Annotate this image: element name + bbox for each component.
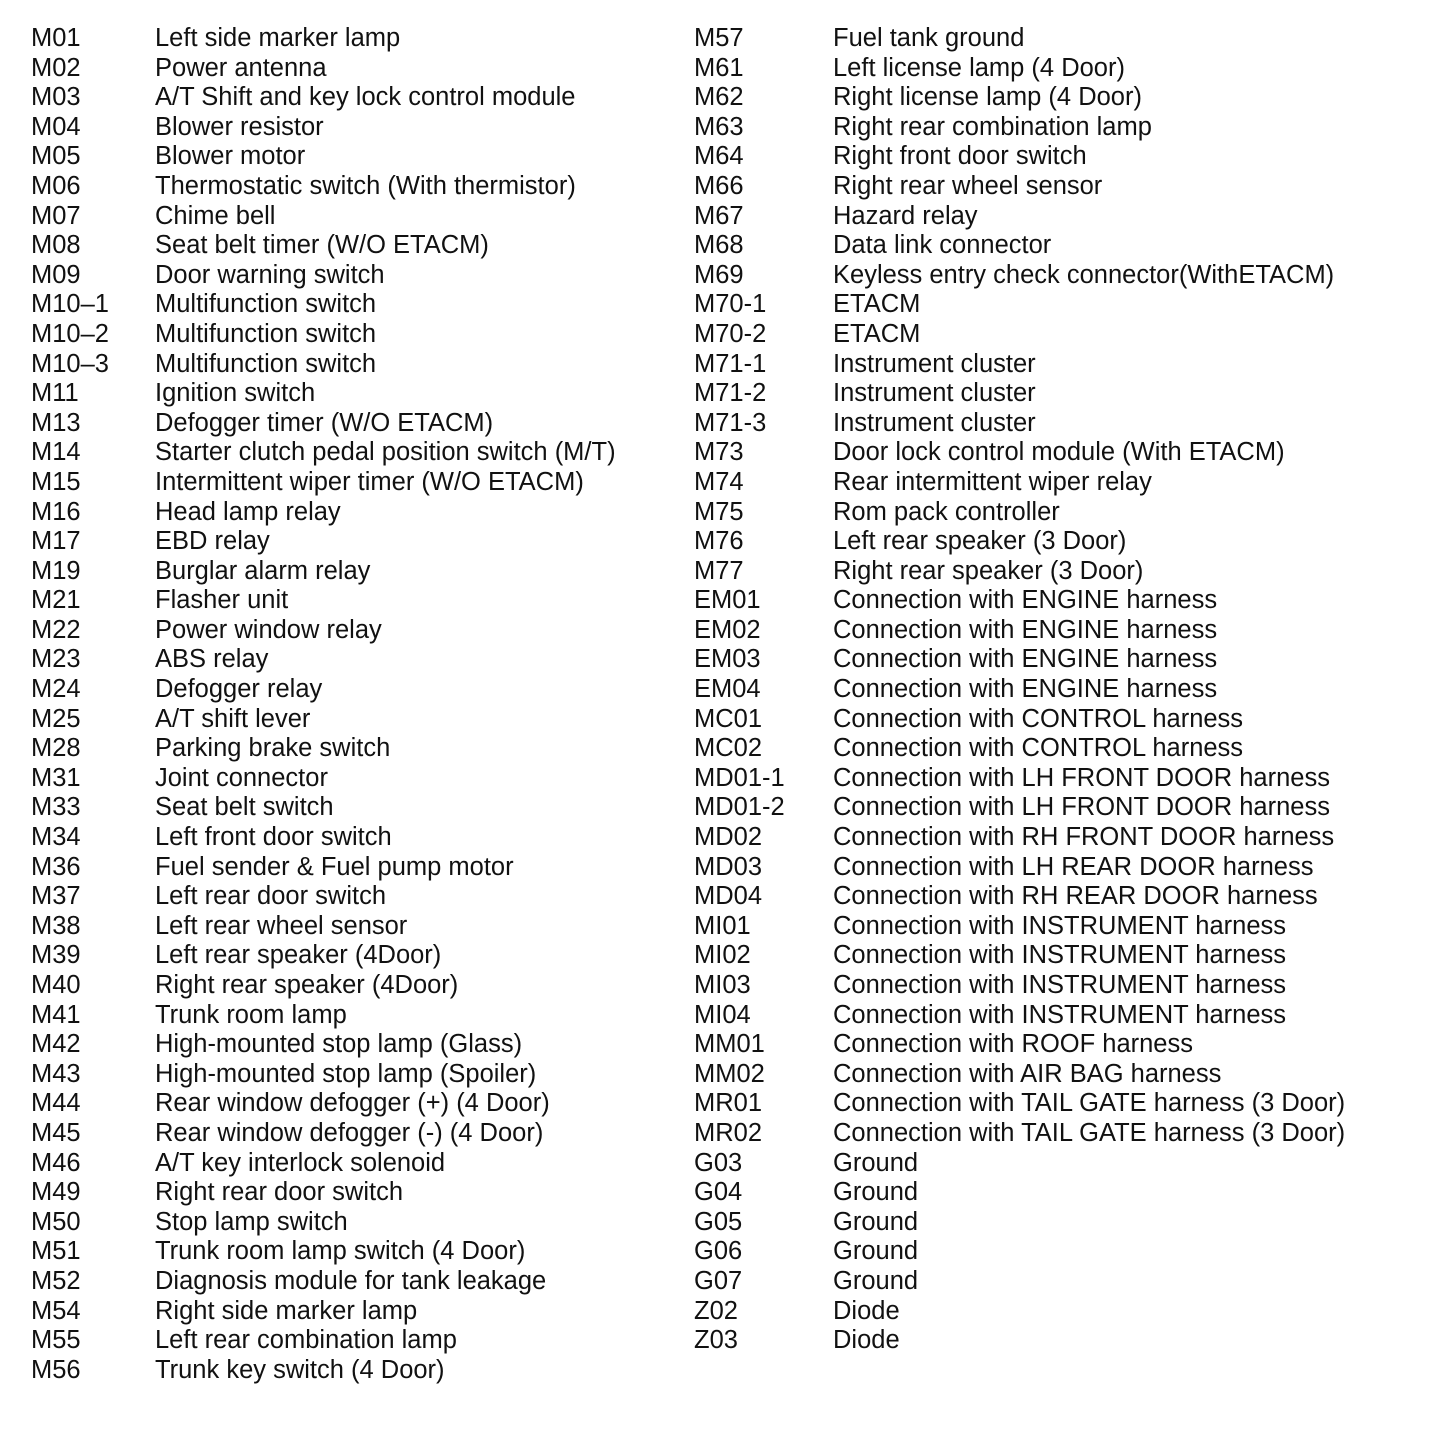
connector-code: G03 bbox=[694, 1148, 743, 1177]
connector-row bbox=[694, 853, 1434, 883]
connector-description: Rom pack controller bbox=[833, 497, 1060, 526]
connector-row bbox=[694, 764, 1434, 794]
connector-row bbox=[31, 912, 681, 942]
connector-description: Trunk key switch (4 Door) bbox=[155, 1355, 445, 1384]
connector-code: G05 bbox=[694, 1207, 743, 1236]
connector-description: Connection with RH REAR DOOR harness bbox=[833, 882, 1318, 911]
connector-row bbox=[694, 231, 1434, 261]
connector-code: M38 bbox=[31, 911, 81, 940]
connector-code: M22 bbox=[31, 615, 81, 644]
connector-description: Connection with ROOF harness bbox=[833, 1030, 1193, 1059]
connector-row bbox=[31, 379, 681, 409]
connector-description: High-mounted stop lamp (Spoiler) bbox=[155, 1059, 537, 1088]
connector-code: M52 bbox=[31, 1266, 81, 1295]
connector-row bbox=[694, 290, 1434, 320]
connector-code: M67 bbox=[694, 201, 744, 230]
connector-description: Diode bbox=[833, 1326, 900, 1355]
connector-row bbox=[694, 1267, 1434, 1297]
connector-code: M14 bbox=[31, 438, 81, 467]
connector-code: M57 bbox=[694, 24, 744, 52]
connector-description: Connection with INSTRUMENT harness bbox=[833, 1000, 1287, 1029]
connector-description: Left license lamp (4 Door) bbox=[833, 53, 1125, 82]
connector-row bbox=[694, 1001, 1434, 1031]
connector-row bbox=[694, 261, 1434, 291]
connector-code: M56 bbox=[31, 1355, 81, 1384]
connector-description: Connection with INSTRUMENT harness bbox=[833, 941, 1287, 970]
connector-code: MC02 bbox=[694, 734, 763, 763]
connector-row bbox=[694, 1149, 1434, 1179]
connector-description: Ground bbox=[833, 1237, 919, 1266]
connector-row bbox=[31, 793, 681, 823]
connector-description: Instrument cluster bbox=[833, 379, 1036, 408]
connector-code: M21 bbox=[31, 586, 81, 615]
connector-code: M62 bbox=[694, 83, 744, 112]
connector-code: M68 bbox=[694, 231, 744, 260]
connector-code: M51 bbox=[31, 1237, 81, 1266]
connector-code: M40 bbox=[31, 971, 81, 999]
right-column bbox=[694, 24, 1434, 1356]
connector-row bbox=[694, 320, 1434, 350]
connector-code: MD02 bbox=[694, 823, 763, 852]
connector-description: ETACM bbox=[833, 319, 921, 348]
connector-code: M37 bbox=[31, 882, 81, 911]
connector-code: MM02 bbox=[694, 1059, 765, 1088]
connector-row bbox=[31, 882, 681, 912]
connector-description: Right rear speaker (3 Door) bbox=[833, 556, 1144, 585]
connector-description: Right rear combination lamp bbox=[833, 112, 1152, 141]
connector-code: EM03 bbox=[694, 645, 761, 674]
connector-row bbox=[31, 261, 681, 291]
connector-row bbox=[694, 202, 1434, 232]
connector-row bbox=[31, 705, 681, 735]
connector-code: M06 bbox=[31, 171, 81, 200]
connector-description: Keyless entry check connector(WithETACM) bbox=[833, 260, 1335, 289]
connector-code: M54 bbox=[31, 1296, 81, 1325]
connector-row bbox=[694, 1178, 1434, 1208]
connector-description: Connection with RH FRONT DOOR harness bbox=[833, 823, 1335, 852]
connector-code: M08 bbox=[31, 231, 81, 260]
connector-row bbox=[694, 409, 1434, 439]
connector-description: Thermostatic switch (With thermistor) bbox=[155, 171, 576, 200]
connector-description: A/T shift lever bbox=[155, 704, 311, 733]
connector-description: Hazard relay bbox=[833, 201, 978, 230]
connector-row bbox=[31, 172, 681, 202]
connector-code: G04 bbox=[694, 1178, 743, 1207]
connector-row bbox=[31, 941, 681, 971]
connector-description: Connection with LH REAR DOOR harness bbox=[833, 852, 1314, 881]
connector-description: Joint connector bbox=[155, 763, 328, 792]
connector-description: Left rear wheel sensor bbox=[155, 911, 408, 940]
connector-row bbox=[694, 616, 1434, 646]
connector-row bbox=[694, 438, 1434, 468]
connector-description: Rear window defogger (+) (4 Door) bbox=[155, 1089, 550, 1118]
connector-row bbox=[694, 1030, 1434, 1060]
connector-description: Ground bbox=[833, 1207, 919, 1236]
connector-code: M05 bbox=[31, 142, 81, 171]
connector-description: Instrument cluster bbox=[833, 349, 1036, 378]
connector-code: M66 bbox=[694, 171, 744, 200]
connector-code: M41 bbox=[31, 1000, 81, 1029]
connector-code: MR02 bbox=[694, 1118, 763, 1147]
connector-code: M61 bbox=[694, 53, 744, 82]
connector-description: Right front door switch bbox=[833, 142, 1087, 171]
connector-code: M28 bbox=[31, 734, 81, 763]
connector-row bbox=[694, 645, 1434, 675]
connector-row bbox=[31, 557, 681, 587]
connector-description: Instrument cluster bbox=[833, 408, 1036, 437]
connector-description: Defogger relay bbox=[155, 675, 323, 704]
connector-description: Power antenna bbox=[155, 53, 327, 82]
connector-description: Connection with TAIL GATE harness (3 Door) bbox=[833, 1089, 1346, 1118]
connector-row bbox=[31, 823, 681, 853]
connector-code: M10–3 bbox=[31, 349, 109, 378]
connector-description: Fuel tank ground bbox=[833, 24, 1025, 52]
connector-description: A/T Shift and key lock control module bbox=[155, 83, 576, 112]
connector-code: M49 bbox=[31, 1178, 81, 1207]
connector-description: Starter clutch pedal position switch (M/T) bbox=[155, 438, 616, 467]
connector-row bbox=[694, 172, 1434, 202]
connector-code: EM01 bbox=[694, 586, 761, 615]
connector-row bbox=[694, 793, 1434, 823]
connector-row bbox=[31, 142, 681, 172]
connector-row bbox=[31, 320, 681, 350]
connector-row bbox=[694, 54, 1434, 84]
connector-row bbox=[694, 379, 1434, 409]
connector-code: M19 bbox=[31, 556, 81, 585]
connector-description: A/T key interlock solenoid bbox=[155, 1148, 446, 1177]
connector-code: M44 bbox=[31, 1089, 81, 1118]
connector-code: M71-2 bbox=[694, 379, 767, 408]
connector-row bbox=[694, 83, 1434, 113]
connector-code: M11 bbox=[31, 379, 79, 408]
connector-code: Z03 bbox=[694, 1326, 738, 1355]
connector-code: M75 bbox=[694, 497, 744, 526]
connector-row bbox=[31, 1119, 681, 1149]
connector-row bbox=[694, 557, 1434, 587]
connector-code: M36 bbox=[31, 852, 81, 881]
connector-description: Connection with INSTRUMENT harness bbox=[833, 911, 1287, 940]
connector-row bbox=[31, 1089, 681, 1119]
connector-description: Door warning switch bbox=[155, 260, 385, 289]
connector-description: ABS relay bbox=[155, 645, 269, 674]
connector-row bbox=[31, 83, 681, 113]
connector-code: MI01 bbox=[694, 911, 751, 940]
connector-row bbox=[694, 882, 1434, 912]
connector-description: Left front door switch bbox=[155, 823, 392, 852]
connector-code: M03 bbox=[31, 83, 81, 112]
connector-description: Right rear wheel sensor bbox=[833, 171, 1103, 200]
connector-description: Burglar alarm relay bbox=[155, 556, 371, 585]
connector-code: M64 bbox=[694, 142, 744, 171]
connector-code: MI04 bbox=[694, 1000, 751, 1029]
connector-description: Flasher unit bbox=[155, 586, 289, 615]
connector-description: Left rear speaker (3 Door) bbox=[833, 527, 1127, 556]
connector-code: MC01 bbox=[694, 704, 763, 733]
connector-code: M23 bbox=[31, 645, 81, 674]
connector-description: Connection with AIR BAG harness bbox=[833, 1059, 1222, 1088]
connector-code: M34 bbox=[31, 823, 81, 852]
connector-code: MI02 bbox=[694, 941, 751, 970]
connector-description: Connection with CONTROL harness bbox=[833, 704, 1244, 733]
connector-code: M02 bbox=[31, 53, 81, 82]
connector-description: Right license lamp (4 Door) bbox=[833, 83, 1142, 112]
connector-description: EBD relay bbox=[155, 527, 270, 556]
connector-row bbox=[31, 438, 681, 468]
connector-row bbox=[31, 54, 681, 84]
connector-description: Diagnosis module for tank leakage bbox=[155, 1266, 547, 1295]
connector-row bbox=[31, 1208, 681, 1238]
connector-description: Defogger timer (W/O ETACM) bbox=[155, 408, 494, 437]
connector-code: M73 bbox=[694, 438, 744, 467]
connector-code: M07 bbox=[31, 201, 81, 230]
connector-row bbox=[31, 113, 681, 143]
connector-code: MD03 bbox=[694, 852, 763, 881]
connector-code: Z02 bbox=[694, 1296, 738, 1325]
connector-description: Ignition switch bbox=[155, 379, 316, 408]
connector-row bbox=[31, 853, 681, 883]
connector-code: M71-1 bbox=[694, 349, 767, 378]
connector-row bbox=[694, 498, 1434, 528]
connector-description: Seat belt timer (W/O ETACM) bbox=[155, 231, 489, 260]
connector-row bbox=[31, 24, 681, 54]
connector-row bbox=[694, 527, 1434, 557]
connector-description: Connection with TAIL GATE harness (3 Door) bbox=[833, 1118, 1346, 1147]
connector-description: Trunk room lamp switch (4 Door) bbox=[155, 1237, 526, 1266]
connector-description: Parking brake switch bbox=[155, 734, 391, 763]
connector-description: Connection with LH FRONT DOOR harness bbox=[833, 793, 1330, 822]
connector-row bbox=[31, 1178, 681, 1208]
connector-code: G07 bbox=[694, 1266, 743, 1295]
connector-description: Connection with ENGINE harness bbox=[833, 675, 1218, 704]
connector-code: M39 bbox=[31, 941, 81, 970]
connector-row bbox=[31, 498, 681, 528]
connector-row bbox=[694, 705, 1434, 735]
connector-row bbox=[31, 350, 681, 380]
connector-description: Multifunction switch bbox=[155, 319, 377, 348]
connector-row bbox=[31, 231, 681, 261]
connector-description: Blower resistor bbox=[155, 112, 324, 141]
connector-code: M70-2 bbox=[694, 319, 767, 348]
connector-code: M70-1 bbox=[694, 290, 767, 319]
connector-row bbox=[31, 468, 681, 498]
connector-code: M25 bbox=[31, 704, 81, 733]
connector-row bbox=[694, 1119, 1434, 1149]
connector-row bbox=[31, 1237, 681, 1267]
connector-description: Ground bbox=[833, 1178, 919, 1207]
connector-code: MD04 bbox=[694, 882, 763, 911]
connector-row bbox=[694, 468, 1434, 498]
connector-row bbox=[31, 1267, 681, 1297]
connector-code: M09 bbox=[31, 260, 81, 289]
connector-code: M46 bbox=[31, 1148, 81, 1177]
connector-code: M31 bbox=[31, 763, 81, 792]
connector-description: Stop lamp switch bbox=[155, 1207, 348, 1236]
connector-description: Right rear speaker (4Door) bbox=[155, 971, 459, 999]
connector-row bbox=[694, 912, 1434, 942]
connector-row bbox=[694, 1297, 1434, 1327]
connector-description: Ground bbox=[833, 1266, 919, 1295]
connector-code: M76 bbox=[694, 527, 744, 556]
connector-code: EM04 bbox=[694, 675, 761, 704]
connector-code: M69 bbox=[694, 260, 744, 289]
connector-description: Seat belt switch bbox=[155, 793, 334, 822]
connector-row bbox=[31, 290, 681, 320]
connector-description: Left side marker lamp bbox=[155, 24, 401, 52]
connector-description: Connection with CONTROL harness bbox=[833, 734, 1244, 763]
connector-description: Multifunction switch bbox=[155, 290, 377, 319]
connector-description: Blower motor bbox=[155, 142, 306, 171]
connector-row bbox=[694, 823, 1434, 853]
connector-description: Rear intermittent wiper relay bbox=[833, 467, 1152, 496]
connector-row bbox=[694, 1089, 1434, 1119]
connector-description: Data link connector bbox=[833, 231, 1052, 260]
connector-description: Left rear combination lamp bbox=[155, 1326, 457, 1355]
connector-description: Fuel sender & Fuel pump motor bbox=[155, 852, 514, 881]
connector-row bbox=[694, 734, 1434, 764]
connector-description: Connection with ENGINE harness bbox=[833, 645, 1218, 674]
connector-row bbox=[31, 1060, 681, 1090]
connector-row bbox=[31, 202, 681, 232]
connector-row bbox=[31, 645, 681, 675]
connector-row bbox=[31, 1297, 681, 1327]
connector-row bbox=[31, 409, 681, 439]
connector-row bbox=[694, 350, 1434, 380]
connector-code: M24 bbox=[31, 675, 81, 704]
connector-code: G06 bbox=[694, 1237, 743, 1266]
connector-description: Chime bell bbox=[155, 201, 276, 230]
connector-code: M45 bbox=[31, 1118, 81, 1147]
connector-description: Diode bbox=[833, 1296, 900, 1325]
connector-description: High-mounted stop lamp (Glass) bbox=[155, 1030, 523, 1059]
connector-row bbox=[31, 1326, 681, 1356]
connector-description: Power window relay bbox=[155, 615, 382, 644]
connector-description: Trunk room lamp bbox=[155, 1000, 347, 1029]
connector-description: ETACM bbox=[833, 290, 921, 319]
connector-row bbox=[31, 734, 681, 764]
connector-description: Left rear door switch bbox=[155, 882, 387, 911]
connector-code: M43 bbox=[31, 1059, 81, 1088]
connector-row bbox=[694, 1237, 1434, 1267]
connector-code: MD01-2 bbox=[694, 793, 785, 822]
connector-code: MI03 bbox=[694, 971, 751, 999]
connector-description: Left rear speaker (4Door) bbox=[155, 941, 442, 970]
connector-code: M55 bbox=[31, 1326, 81, 1355]
connector-code: M33 bbox=[31, 793, 81, 822]
connector-row bbox=[31, 675, 681, 705]
connector-description: Connection with LH FRONT DOOR harness bbox=[833, 763, 1330, 792]
connector-code: M77 bbox=[694, 556, 744, 585]
connector-row bbox=[31, 1356, 681, 1386]
connector-row bbox=[694, 1208, 1434, 1238]
connector-row bbox=[694, 24, 1434, 54]
connector-row bbox=[694, 941, 1434, 971]
connector-code: M10–1 bbox=[31, 290, 109, 319]
connector-code: M74 bbox=[694, 467, 744, 496]
connector-description: Head lamp relay bbox=[155, 497, 341, 526]
connector-row bbox=[31, 971, 681, 1001]
connector-description: Multifunction switch bbox=[155, 349, 377, 378]
connector-row bbox=[694, 971, 1434, 1001]
connector-row bbox=[31, 586, 681, 616]
connector-code: EM02 bbox=[694, 615, 761, 644]
connector-description: Connection with ENGINE harness bbox=[833, 586, 1218, 615]
connector-code: M04 bbox=[31, 112, 81, 141]
connector-code: M13 bbox=[31, 408, 81, 437]
connector-description: Rear window defogger (-) (4 Door) bbox=[155, 1118, 544, 1147]
connector-row bbox=[31, 764, 681, 794]
connector-code: MD01-1 bbox=[694, 763, 785, 792]
connector-description: Connection with ENGINE harness bbox=[833, 615, 1218, 644]
connector-row bbox=[694, 586, 1434, 616]
connector-code: M71-3 bbox=[694, 408, 767, 437]
connector-code: M10–2 bbox=[31, 319, 109, 348]
connector-row bbox=[694, 1060, 1434, 1090]
connector-code: M16 bbox=[31, 497, 81, 526]
connector-row bbox=[31, 1149, 681, 1179]
left-column bbox=[31, 24, 681, 1385]
connector-code: M42 bbox=[31, 1030, 81, 1059]
connector-description: Ground bbox=[833, 1148, 919, 1177]
connector-row bbox=[31, 616, 681, 646]
connector-row bbox=[31, 527, 681, 557]
connector-code: MR01 bbox=[694, 1089, 763, 1118]
connector-row bbox=[31, 1030, 681, 1060]
connector-row bbox=[694, 1326, 1434, 1356]
connector-description: Connection with INSTRUMENT harness bbox=[833, 971, 1287, 999]
connector-description: Door lock control module (With ETACM) bbox=[833, 438, 1285, 467]
connector-row bbox=[31, 1001, 681, 1031]
connector-row bbox=[694, 142, 1434, 172]
connector-description: Intermittent wiper timer (W/O ETACM) bbox=[155, 467, 584, 496]
connector-code: M17 bbox=[31, 527, 81, 556]
connector-code: M01 bbox=[31, 24, 81, 52]
connector-code: M15 bbox=[31, 467, 81, 496]
connector-code: M50 bbox=[31, 1207, 81, 1236]
connector-row bbox=[694, 675, 1434, 705]
connector-row bbox=[694, 113, 1434, 143]
connector-description: Right side marker lamp bbox=[155, 1296, 418, 1325]
connector-code: M63 bbox=[694, 112, 744, 141]
connector-description: Right rear door switch bbox=[155, 1178, 404, 1207]
connector-code: MM01 bbox=[694, 1030, 765, 1059]
